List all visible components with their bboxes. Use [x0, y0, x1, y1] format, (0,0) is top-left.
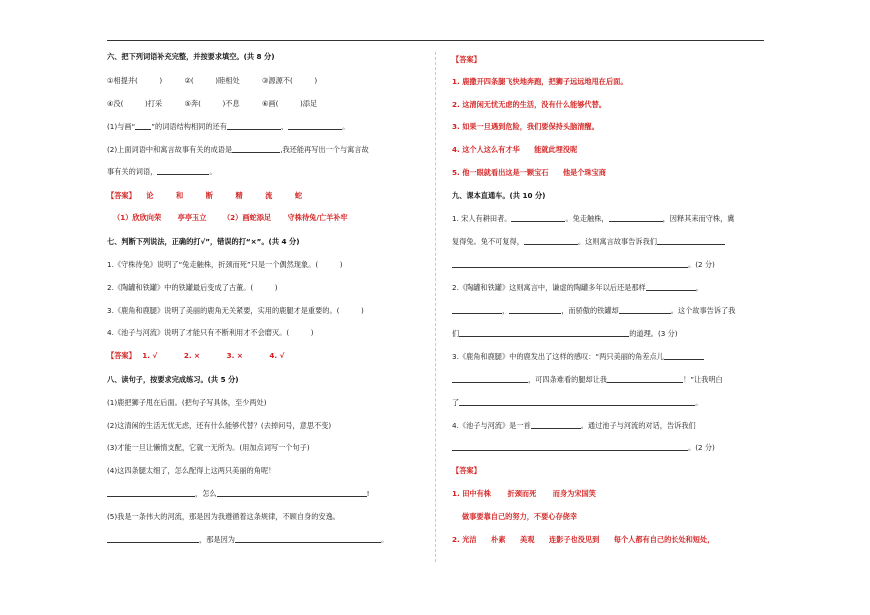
s8-item-1: (1)鹿把狮子甩在后面。(把句子写具体，至少两处) [107, 398, 267, 407]
s9-q2-text: 2.《陶罐和铁罐》这则寓言中，谦虚的陶罐多年以后还是那样 [452, 283, 646, 292]
s6-q2-text-2: ,我还能再写出一个与寓言故 [280, 145, 369, 154]
s8-q5-end: 。 [380, 535, 389, 544]
s9-q2-sep: ， [695, 283, 703, 292]
s9-answer-item: 2. 光洁 [452, 535, 477, 544]
s8-q4-blank-2[interactable] [217, 489, 367, 497]
s6-answer-char: 断 [205, 191, 213, 200]
s9-answer-1 [452, 489, 596, 498]
s6-answer-char: 精 [235, 191, 243, 200]
s8-q5-blank-2[interactable] [235, 535, 381, 543]
answer-tag: 【答案】 [107, 191, 136, 200]
s6-answer-item: 守株待兔/亡羊补牢 [287, 213, 348, 222]
s9-answer-2 [452, 535, 714, 544]
s6-question-2-cont [107, 167, 217, 176]
s9-answer-item: 连影子也没见到 [548, 535, 600, 544]
s8-item-5: (5)我是一条伟大的河流，那是因为我遵循着这条规律，不顾自身的安逸。 [107, 512, 340, 521]
s8-answer-2: 2. 这清闲无忧无虑的生活，没有什么能够代替。 [452, 100, 606, 109]
section-7-title: 七、判断下列说法，正确的打√”，错误的打“×”。(共 4 分) [107, 237, 300, 246]
s9-q1-text-4: 复得兔。兔不可复得， [452, 237, 524, 246]
s9-q1-line-3 [452, 260, 715, 269]
s9-q1-blank-2[interactable] [609, 214, 663, 222]
s7-answer [107, 351, 284, 360]
s6-answer-2 [113, 213, 348, 222]
s8-answer-4: 4. 这个人这么有才华 能就此埋没呢 [452, 145, 578, 154]
s9-q1-score: 。(2 分) [688, 260, 715, 269]
s9-answer-item: 朴素 [491, 535, 506, 544]
section-9-title: 九、课本直通车。(共 10 分) [452, 191, 546, 200]
s9-q3-blank-1[interactable] [664, 352, 704, 360]
s9-q3-blank-4[interactable] [459, 398, 695, 406]
s8-item-4: (4)这四条腿太细了，怎么配得上这两只美丽的角呢！ [107, 466, 276, 475]
s8-item-5-answer [107, 535, 388, 544]
s9-q1-text-5: 。这则寓言故事告诉我们 [577, 237, 657, 246]
s6-answer-item: 亭亭玉立 [177, 213, 207, 222]
s6-q2-blank-1[interactable] [232, 145, 280, 153]
s9-q2-line-3 [452, 329, 678, 338]
s9-q4-score: 。(2 分) [688, 443, 715, 452]
s6-q1-text-2: ”的词语结构相同的还有 [151, 122, 227, 131]
s8-q4-blank-1[interactable] [107, 489, 195, 497]
s6-answer-item: （2）画蛇添足 [222, 213, 272, 222]
s6-row-2 [107, 99, 317, 108]
s8-answer-1: 1. 鹿撒开四条腿飞快地奔跑，把狮子远远地甩在后面。 [452, 77, 628, 86]
s7-item-3: 3.《鹿角和鹿腿》说明了美丽的鹿角无关紧要，实用的鹿腿才是重要的。( ) [107, 306, 364, 315]
s9-q1-blank-4[interactable] [657, 237, 725, 245]
s8-item-3: (3)才能一旦让懒惰支配，它就一无所为。(用加点词写一个句子) [107, 443, 310, 452]
s9-q1-blank-1[interactable] [511, 214, 565, 222]
s6-word-6: ⑥画( )添足 [261, 99, 318, 108]
s9-answer-item: 美观 [520, 535, 535, 544]
s9-q1-text: 1. 宋人有耕田者。 [452, 214, 512, 223]
s6-word-3: ③源源不( ) [261, 76, 318, 85]
s8-answer-3: 3. 如果一旦遇到危险，我们要保持头脑清醒。 [452, 122, 599, 131]
s7-answer-item: 4. √ [269, 351, 285, 360]
s6-answer-char: 和 [176, 191, 184, 200]
s9-q3-text-4: 了 [452, 398, 460, 407]
s9-q1-blank-5[interactable] [452, 260, 688, 268]
s6-q2-blank-2[interactable] [157, 167, 209, 175]
s6-q2-end: 。 [209, 167, 217, 176]
s9-answer-item: 每个人都有自己的长处和短处， [613, 535, 715, 544]
s6-answer-char: 论 [146, 191, 154, 200]
answer-tag: 【答案】 [107, 351, 136, 360]
s9-q4-line-2 [452, 443, 715, 452]
s9-q3-text-3: ！”让我明白 [683, 375, 723, 384]
s6-q1-blank-1[interactable] [227, 122, 281, 130]
s9-q4-blank-1[interactable] [531, 421, 581, 429]
s6-word-5: ⑤奔( )不息 [184, 99, 240, 108]
s6-answer-char: 蛇 [294, 191, 303, 200]
s6-word-4: ④没( )打采 [107, 99, 163, 108]
s9-q3-text-2: ，可四条难看的腿却让我 [528, 375, 608, 384]
section-8-title: 八、读句子，按要求完成练习。(共 5 分) [107, 375, 239, 384]
s9-q2-sep-2: ， [502, 306, 510, 315]
s9-answer-item: 折颈而死 [507, 489, 537, 498]
s6-answer-char: 流 [265, 191, 273, 200]
s6-q1-text: (1)与画“ [107, 122, 136, 131]
s9-q1-text-3: ，因释其耒而守株，冀 [662, 214, 735, 223]
s9-answer-item: 而身为宋国笑 [552, 489, 596, 498]
s6-question-2 [107, 145, 369, 154]
s9-q3-line-2 [452, 375, 723, 384]
s9-q4-line-1 [452, 421, 696, 430]
s6-question-1 [107, 122, 349, 131]
s6-answer-1 [107, 191, 302, 200]
s9-q2-blank-5[interactable] [459, 329, 629, 337]
s7-item-1: 1.《守株待兔》说明了“兔走触株，折颈而死”只是一个偶然现象。( ) [107, 260, 343, 269]
s9-q2-line-2 [452, 306, 735, 315]
s9-q4-text: 4.《池子与河流》是一首 [452, 421, 531, 430]
s9-q3-text: 3.《鹿角和鹿腿》中的鹿发出了这样的感叹：“两只美丽的角差点儿 [452, 352, 664, 361]
s9-q3-blank-2[interactable] [452, 375, 528, 383]
s9-q2-line-1 [452, 283, 703, 292]
s7-answer-item: 3. × [226, 351, 243, 360]
s8-q5-blank-1[interactable] [107, 535, 199, 543]
s6-row-1 [107, 76, 317, 85]
s8-q4-mid: ，怎么 [195, 489, 217, 498]
s9-q2-text-2: ，而骄傲的铁罐却 [561, 306, 619, 315]
s9-q4-blank-2[interactable] [452, 443, 688, 451]
s9-q1-text-2: 。兔走触株， [565, 214, 609, 223]
s9-q3-blank-3[interactable] [607, 375, 683, 383]
s6-q1-underline-sample [135, 122, 151, 130]
s6-q1-sep: 、 [280, 122, 289, 131]
s6-q2-text: (2)上面词语中和寓言故事有关的成语是 [107, 145, 233, 154]
s9-q1-line-1 [452, 214, 735, 223]
s9-q2-text-3: 。这个故事告诉了我 [670, 306, 736, 315]
s9-q3-end: 。 [695, 398, 703, 407]
s9-q3-line-1 [452, 352, 704, 361]
s7-answer-item: 1. √ [142, 351, 158, 360]
s9-q2-score: 的道理。(3 分) [629, 329, 678, 338]
s9-q2-blank-4[interactable] [619, 306, 671, 314]
s9-q2-blank-2[interactable] [452, 306, 502, 314]
s9-q1-blank-3[interactable] [524, 237, 578, 245]
s9-q2-blank-1[interactable] [646, 283, 696, 291]
s6-word-2: ②( )睦相处 [184, 76, 240, 85]
s6-q1-end: 。 [342, 122, 350, 131]
s9-answer-tag: 【答案】 [452, 466, 481, 475]
s8-item-4-answer [107, 489, 369, 498]
s8-item-2: (2)这清闲的生活无忧无虑，还有什么能够代替？(去掉问号，意思不变) [107, 421, 332, 430]
s8-q5-mid: ，那是因为 [199, 535, 235, 544]
column-divider [435, 52, 436, 562]
s9-q1-line-2 [452, 237, 725, 246]
s9-q4-text-2: 。通过池子与河流的对话，告诉我们 [580, 421, 696, 430]
s6-answer-item: （1）欣欣向荣 [113, 213, 162, 222]
s9-q2-blank-3[interactable] [509, 306, 561, 314]
s7-answer-item: 2. × [183, 351, 201, 360]
section-6-title: 六、把下列词语补充完整，并按要求填空。(共 8 分) [107, 52, 275, 61]
s7-item-4: 4.《池子与河流》说明了才能只有不断利用才不会磨灭。( ) [107, 328, 314, 337]
s7-item-2: 2.《陶罐和铁罐》中的铁罐最后变成了古董。( ) [107, 283, 278, 292]
s6-word-1: ①相提并( ) [107, 76, 163, 85]
s8-q4-end: ! [366, 489, 370, 498]
s9-answer-item: 1. 田中有株 [452, 489, 491, 498]
s9-q2-text-4: 们 [452, 329, 460, 338]
s6-q1-blank-2[interactable] [288, 122, 342, 130]
s9-answer-1-lesson: 做事要靠自己的努力，不要心存侥幸 [462, 512, 578, 521]
s6-q2-text-3: 事有关的词语， [107, 167, 158, 176]
header-rule [107, 40, 764, 41]
s8-answer-tag: 【答案】 [452, 55, 481, 64]
s8-answer-5: 5. 他一眼就看出这是一颗宝石 他是个珠宝商 [452, 168, 606, 177]
s9-q3-line-3 [452, 398, 702, 407]
